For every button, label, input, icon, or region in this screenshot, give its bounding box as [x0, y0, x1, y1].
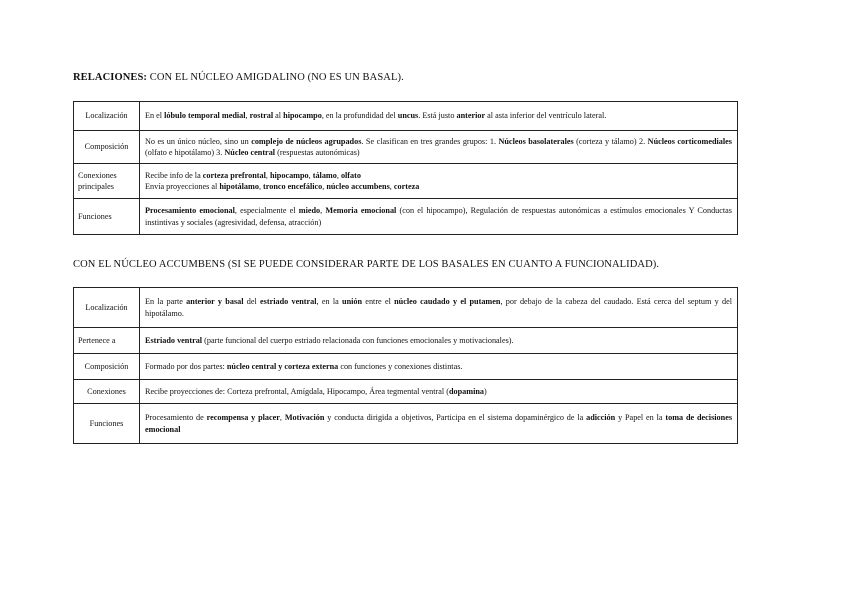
bold-term: estriado ventral [260, 297, 317, 306]
row-content [140, 199, 738, 235]
text-run: (respuestas autonómicas) [275, 148, 360, 157]
row-label: Conexiones principales [74, 164, 140, 199]
row-content [140, 131, 738, 164]
row-content [140, 102, 738, 131]
bold-term: Núcleos basolaterales [498, 136, 574, 146]
table-row [74, 380, 738, 404]
text-run: , [336, 170, 341, 180]
table-row [74, 328, 738, 354]
text-run: , [389, 182, 394, 191]
text-run: , [320, 206, 326, 215]
row-label: Funciones [74, 404, 140, 444]
bold-term: miedo [298, 206, 321, 215]
bold-term: olfato [340, 170, 361, 180]
text-run: (corteza y tálamo) 2. [573, 136, 648, 146]
text-run: entre el [362, 297, 395, 306]
bold-term: lóbulo temporal medial [164, 111, 246, 121]
text-run: (parte funcional del cuerpo estriado relacionada con funciones emocionales y motivacionales). [202, 335, 514, 345]
row-content [140, 354, 738, 380]
bold-term: adicción [586, 413, 616, 422]
section2-heading: CON EL NÚCLEO ACCUMBENS (SI SE PUEDE CONSIDERAR PARTE DE LOS BASALES EN CUANTO A FUNCIONALIDAD). [73, 259, 660, 270]
text-run: Recibe info de la [145, 170, 203, 180]
bold-term: tálamo [312, 170, 337, 180]
row-label: Funciones [74, 199, 140, 235]
bold-term: Memoria emocional [325, 206, 397, 215]
table-row [74, 354, 738, 380]
text-run: ) [484, 386, 487, 396]
text-run: Envía proyecciones al [145, 182, 220, 191]
bold-term: complejo de núcleos agrupados [251, 136, 362, 146]
bold-term: corteza prefrontal [202, 170, 266, 180]
amygdala-table [73, 101, 738, 235]
bold-term: toma de decisiones emocional [145, 413, 733, 434]
accumbens-table [73, 287, 738, 444]
row-label: Composición [74, 354, 140, 380]
bold-term: núcleo accumbens [326, 182, 390, 191]
row-content [140, 404, 738, 444]
text-run: , [322, 182, 327, 191]
text-run: , por debajo de la cabeza del caudado. Está cerca del septum y del hipotálamo. [145, 297, 733, 318]
table-row [74, 164, 738, 199]
table-row [74, 288, 738, 328]
bold-term: hipocampo [269, 170, 309, 180]
row-label: Localización [74, 102, 140, 131]
bold-term: corteza [393, 182, 420, 191]
text-run: , [245, 111, 250, 121]
row-content [140, 288, 738, 328]
bold-term: uncus [397, 111, 419, 121]
text-run: al [273, 111, 284, 121]
text-run: , [258, 182, 264, 191]
bold-term: hipotálamo [219, 182, 259, 191]
row-label: Localización [74, 288, 140, 328]
row-content [140, 328, 738, 354]
row-label: Conexiones [74, 380, 140, 404]
bold-term: anterior [456, 111, 486, 121]
row-label: Pertenece a [74, 328, 140, 354]
text-run: . Se clasifican en tres grandes grupos: 1. [361, 136, 499, 146]
content-line [145, 181, 732, 193]
text-run: , en la [316, 297, 343, 306]
table-row [74, 199, 738, 235]
table-row [74, 131, 738, 164]
text-run: Recibe proyecciones de: Corteza prefrontal, Amígdala, Hipocampo, Área tegmental ventral ( [145, 386, 449, 396]
bold-term: Núcleos corticomediales [647, 136, 732, 146]
text-run: No es un único núcleo, sino un [145, 136, 252, 146]
text-run: con funciones y conexiones distintas. [338, 361, 463, 371]
text-run: Formado por dos partes: [145, 361, 227, 371]
bold-term: Núcleo central [224, 148, 276, 157]
text-run: En el [145, 111, 165, 121]
text-run: del [243, 297, 261, 306]
bold-term: rostral [249, 111, 274, 121]
row-label: Composición [74, 131, 140, 164]
section1-heading [73, 72, 404, 83]
amygdala-table-body [74, 102, 738, 235]
bold-term: tronco encefálico [263, 182, 323, 191]
bold-term: anterior y basal [186, 297, 244, 306]
text-run: , especialmente el [234, 206, 299, 215]
text-run: En la parte [145, 297, 187, 306]
row-content [140, 380, 738, 404]
text-run: . Está justo [418, 111, 457, 121]
table-row [74, 102, 738, 131]
text-run: y Papel en la [615, 413, 666, 422]
text-run: (olfato e hipotálamo) 3. [145, 148, 225, 157]
table-row [74, 404, 738, 444]
text-run: y conducta dirigida a objetivos, Participa en el sistema dopaminérgico de la [324, 413, 587, 422]
bold-term: hipocampo [283, 111, 322, 121]
section1-heading-text: CON EL NÚCLEO AMIGDALINO (NO ES UN BASAL). [147, 72, 404, 83]
bold-term: Procesamiento emocional [145, 206, 235, 215]
text-run: (con el hipocampo), Regulación de respuestas autonómicas a estímulos emocionales Y Conductas instintivas y sociales (agresividad, defensa, atracción) [145, 206, 732, 227]
content-line [145, 170, 732, 182]
bold-term: núcleo caudado y el putamen [394, 297, 501, 306]
text-run: Procesamiento de [145, 413, 207, 422]
text-run: , [308, 170, 313, 180]
text-run: al asta inferior del ventrículo lateral. [485, 111, 607, 121]
bold-term: dopamina [448, 386, 484, 396]
accumbens-table-body [74, 288, 738, 444]
bold-term: Estriado ventral [145, 335, 203, 345]
bold-term: recompensa y placer [206, 413, 280, 422]
row-content [140, 164, 738, 199]
text-run: , [265, 170, 270, 180]
text-run: , en la profundidad del [321, 111, 398, 121]
bold-term: núcleo central y corteza externa [226, 361, 339, 371]
section1-heading-bold: RELACIONES: [73, 72, 148, 83]
text-run: , [279, 413, 285, 422]
bold-term: Motivación [284, 413, 325, 422]
bold-term: unión [342, 297, 363, 306]
